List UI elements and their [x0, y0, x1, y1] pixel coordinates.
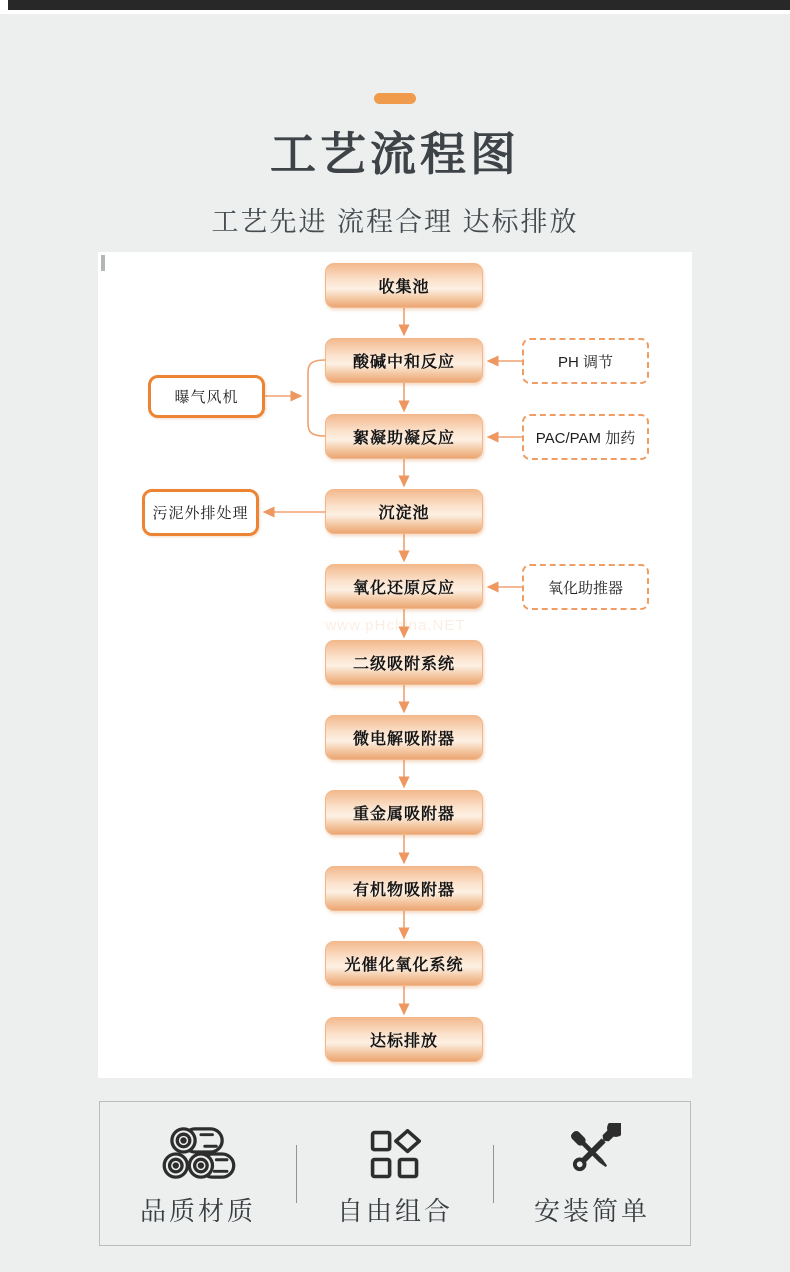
- flow-step-collection-pool: 收集池: [325, 263, 483, 308]
- flow-step-discharge: 达标排放: [325, 1017, 483, 1062]
- flow-step-photocatalytic: 光催化氧化系统: [325, 941, 483, 986]
- tools-icon: [563, 1119, 621, 1181]
- flow-step-neutralization: 酸碱中和反应: [325, 338, 483, 383]
- flow-step-heavy-metal-adsorber: 重金属吸附器: [325, 790, 483, 835]
- flow-step-secondary-adsorption: 二级吸附系统: [325, 640, 483, 685]
- input-ph-adjust: PH 调节: [522, 338, 649, 384]
- flow-step-flocculation: 絮凝助凝反应: [325, 414, 483, 459]
- feature-label: 安装简单: [533, 1196, 650, 1226]
- top-bar: [8, 0, 790, 10]
- logs-icon: [160, 1119, 236, 1181]
- input-ox-booster: 氧化助推器: [522, 564, 649, 610]
- feature-label: 自由组合: [336, 1196, 453, 1226]
- flow-step-redox-reaction: 氧化还原反应: [325, 564, 483, 609]
- feature-quality-material: [100, 1102, 296, 1245]
- feature-label: 品质材质: [139, 1196, 256, 1226]
- watermark: www.pHchina.NET: [325, 617, 466, 634]
- feature-bar: [99, 1101, 691, 1246]
- input-pac-pam: PAC/PAM 加药: [522, 414, 649, 460]
- top-strip: [0, 0, 790, 14]
- flow-step-sedimentation-pool: 沉淀池: [325, 489, 483, 534]
- flow-step-organic-adsorber: 有机物吸附器: [325, 866, 483, 911]
- node-sludge-disposal: 污泥外排处理: [142, 489, 259, 536]
- page-title: 工艺流程图: [270, 128, 520, 180]
- accent-divider: [374, 93, 416, 104]
- node-aeration-fan: 曝气风机: [148, 375, 265, 418]
- flow-step-microelectrolysis: 微电解吸附器: [325, 715, 483, 760]
- flowchart-panel: [98, 252, 692, 1078]
- feature-easy-install: [494, 1102, 690, 1245]
- page-subtitle: 工艺先进 流程合理 达标排放: [211, 207, 579, 237]
- grid-icon: [369, 1119, 421, 1181]
- feature-free-combination: [297, 1102, 493, 1245]
